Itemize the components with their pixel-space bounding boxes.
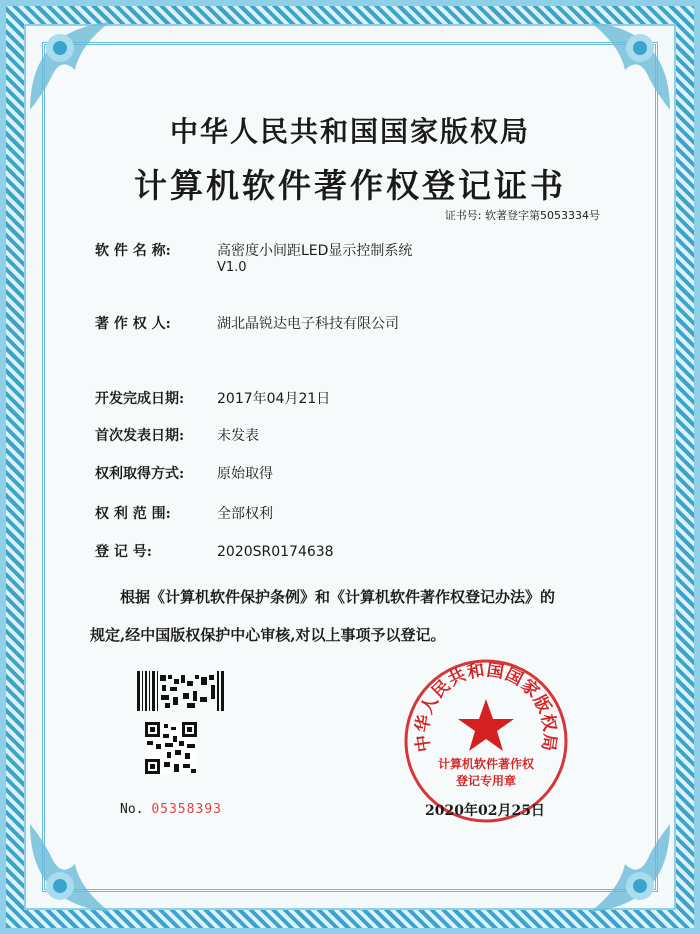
- corner-ornament-icon: [560, 10, 680, 120]
- statement-line-1: 根据《计算机软件保护条例》和《计算机软件著作权登记办法》的: [120, 588, 556, 606]
- field-registration-number: [95, 541, 334, 561]
- serial-value: 05358393: [151, 802, 222, 817]
- seal-text-line-2: 登记专用章: [455, 774, 516, 788]
- issue-date: 2020年02月25日: [425, 803, 545, 819]
- field-software-name: [95, 240, 413, 275]
- certificate-title: 计算机软件著作权登记证书: [134, 166, 566, 205]
- field-value: 原始取得: [217, 466, 273, 482]
- statement-paragraph: [90, 578, 620, 654]
- field-label: 软 件 名 称:: [95, 243, 171, 259]
- field-acquisition-method: [95, 463, 273, 483]
- field-value: 高密度小间距LED显示控制系统: [217, 243, 413, 259]
- field-label: 权利取得方式:: [95, 466, 185, 482]
- seal-arc-text: 中华人民共和国国家版权局: [412, 660, 560, 754]
- field-value: 2017年04月21日: [217, 391, 331, 407]
- field-completion-date: [95, 388, 330, 408]
- certificate-number-label: 证书号:: [444, 209, 482, 222]
- corner-ornament-icon: [20, 10, 140, 120]
- field-value: 全部权利: [217, 506, 273, 522]
- serial-prefix: No.: [120, 802, 144, 817]
- seal-text-line-1: 计算机软件著作权: [437, 757, 534, 771]
- field-first-publication: [95, 425, 259, 445]
- field-label: 开发完成日期:: [95, 391, 185, 407]
- field-value: 未发表: [217, 428, 259, 444]
- corner-ornament-icon: [560, 814, 680, 924]
- field-label: 著 作 权 人:: [95, 316, 171, 332]
- field-label: 登 记 号:: [95, 544, 152, 560]
- statement-line-2: 规定,经中国版权保护中心审核,对以上事项予以登记。: [90, 626, 446, 644]
- corner-ornament-icon: [20, 814, 140, 924]
- field-value: 2020SR0174638: [217, 544, 334, 560]
- certificate-number-value: 软著登字第5053334号: [485, 209, 600, 222]
- field-label: 权 利 范 围:: [95, 506, 171, 522]
- barcode-icon: [137, 671, 225, 711]
- field-rights-scope: [95, 503, 273, 523]
- field-version: V1.0: [217, 260, 247, 275]
- issuer-title: 中华人民共和国国家版权局: [169, 115, 530, 148]
- field-value: 湖北晶锐达电子科技有限公司: [217, 316, 399, 332]
- certificate-number: [445, 207, 600, 223]
- field-label: 首次发表日期:: [95, 428, 185, 444]
- qr-code-icon: [145, 722, 197, 774]
- field-copyright-owner: [95, 313, 399, 333]
- serial-number: [120, 802, 222, 817]
